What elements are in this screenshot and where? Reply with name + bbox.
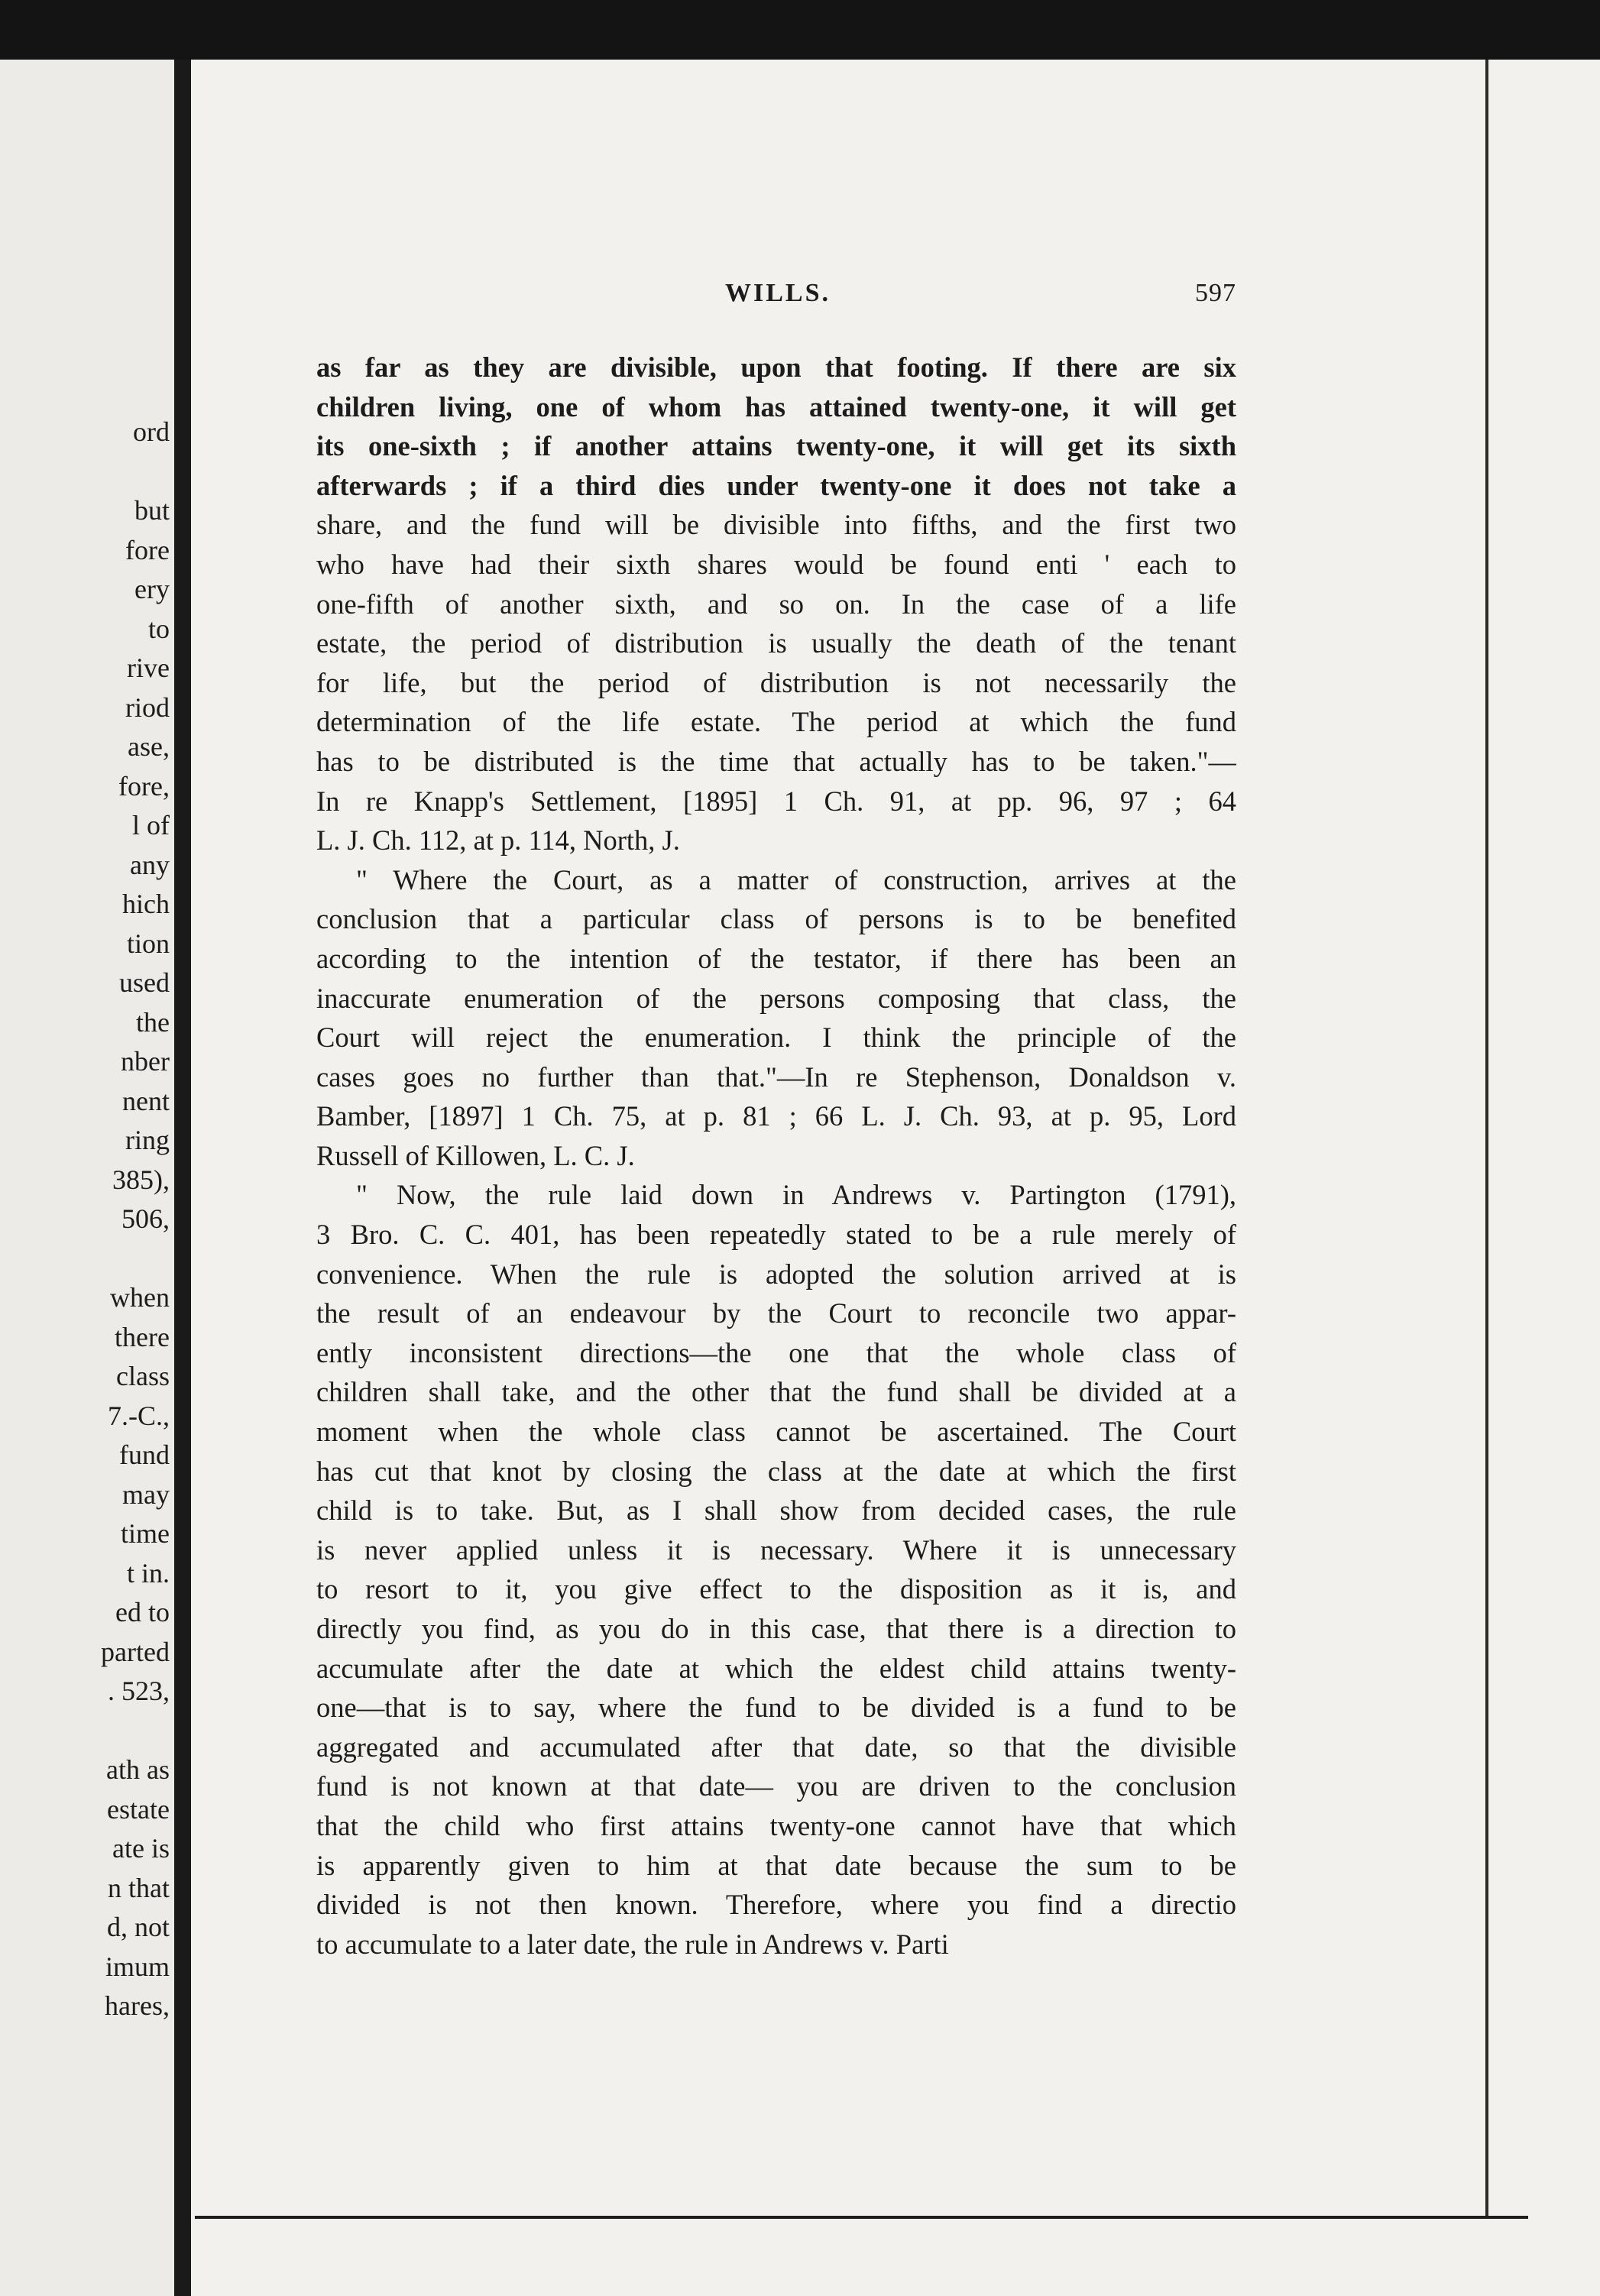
left-page-line: ase, bbox=[128, 731, 170, 762]
left-page-line bbox=[0, 1239, 170, 1279]
left-page-line: estate bbox=[107, 1793, 170, 1825]
text-line: is never applied unless it is necessary. Where it is unnecessary bbox=[316, 1533, 1236, 1566]
left-page-line: but bbox=[134, 495, 170, 526]
left-page-line: rive bbox=[127, 653, 170, 683]
text-line: is apparently given to him at that date because the sum to be bbox=[316, 1849, 1236, 1881]
page-bottom-edge bbox=[195, 2216, 1528, 2219]
left-page-line: imum bbox=[105, 1951, 170, 1982]
left-page-line: fore, bbox=[118, 770, 170, 801]
paragraph bbox=[316, 860, 1236, 1176]
text-line: that the child who first attains twenty-one cannot have that which bbox=[316, 1809, 1236, 1841]
left-page-line: fund bbox=[119, 1439, 170, 1470]
text-line: aggregated and accumulated after that date, so that the divisible bbox=[316, 1731, 1236, 1763]
left-page-line: may bbox=[122, 1478, 170, 1510]
text-line: Court will reject the enumeration. I think the principle of the bbox=[316, 1022, 1236, 1054]
text-line: accumulate after the date at which the eldest child attains twenty- bbox=[316, 1652, 1236, 1684]
text-line: has cut that knot by closing the class at the date at which the first bbox=[316, 1455, 1236, 1487]
left-page-line: 506, bbox=[121, 1203, 170, 1234]
left-page-line: ed to bbox=[115, 1597, 170, 1627]
body-text bbox=[316, 348, 1236, 1964]
left-page-text bbox=[0, 413, 170, 2026]
left-page-line: class bbox=[116, 1361, 170, 1391]
paragraph bbox=[316, 348, 1236, 860]
left-page-line: 7.-C., bbox=[108, 1400, 170, 1431]
text-line: moment when the whole class cannot be ascertained. The Court bbox=[316, 1416, 1236, 1448]
text-line: to accumulate to a later date, the rule in Andrews v. Parti bbox=[316, 1928, 949, 1960]
text-line: according to the intention of the testator, if there has been an bbox=[316, 942, 1236, 974]
left-page-line: hares, bbox=[105, 1990, 170, 2021]
text-line: Russell of Killowen, L. C. J. bbox=[316, 1139, 635, 1171]
left-page-line: ate is bbox=[112, 1833, 170, 1864]
left-page-line: n that bbox=[108, 1872, 170, 1903]
text-line: Bamber, [1897] 1 Ch. 75, at p. 81 ; 66 L. J. Ch. 93, at p. 95, Lord bbox=[316, 1100, 1236, 1132]
left-page-line: hich bbox=[122, 889, 170, 919]
page-number: 597 bbox=[1195, 279, 1236, 307]
left-page-line: time bbox=[121, 1518, 170, 1549]
running-head-title: WILLS. bbox=[725, 279, 831, 307]
left-page-line: used bbox=[119, 967, 170, 998]
left-page-fragment bbox=[0, 60, 174, 2296]
book-gutter bbox=[174, 60, 191, 2296]
left-page-line: d, not bbox=[106, 1912, 170, 1942]
text-line: estate, the period of distribution is usually the death of the tenant bbox=[316, 627, 1236, 659]
text-line: share, and the fund will be divisible into fifths, and the first two bbox=[316, 509, 1236, 541]
left-page-line: parted bbox=[101, 1636, 170, 1667]
text-line: has to be distributed is the time that actually has to be taken."— bbox=[316, 745, 1236, 777]
text-line: 3 Bro. C. C. 401, has been repeatedly stated to be a rule merely of bbox=[316, 1219, 1236, 1251]
text-line: one-fifth of another sixth, and so on. In the case of a life bbox=[316, 588, 1236, 620]
text-line: inaccurate enumeration of the persons composing that class, the bbox=[316, 982, 1236, 1014]
text-line: L. J. Ch. 112, at p. 114, North, J. bbox=[316, 824, 680, 857]
left-page-line: ord bbox=[133, 416, 170, 447]
left-page-line: nber bbox=[121, 1046, 170, 1077]
text-line: convenience. When the rule is adopted the solution arrived at is bbox=[316, 1258, 1236, 1290]
paragraph bbox=[316, 1175, 1236, 1964]
text-line: " Now, the rule laid down in Andrews v. Partington (1791), bbox=[356, 1179, 1236, 1211]
left-page-line: riod bbox=[125, 691, 170, 723]
left-page-line: ath as bbox=[106, 1754, 170, 1785]
left-page-line: the bbox=[136, 1006, 170, 1038]
left-page-line: ring bbox=[125, 1125, 170, 1155]
left-page-line: ery bbox=[134, 574, 170, 604]
text-line: one—that is to say, where the fund to be divided is a fund to be bbox=[316, 1692, 1236, 1724]
text-line: ently inconsistent directions—the one that the whole class of bbox=[316, 1336, 1236, 1368]
left-page-line: when bbox=[110, 1282, 170, 1313]
text-line: children shall take, and the other that the fund shall be divided at a bbox=[316, 1376, 1236, 1408]
left-page-line: l of bbox=[132, 810, 170, 840]
left-page-line: fore bbox=[125, 534, 170, 565]
text-line: In re Knapp's Settlement, [1895] 1 Ch. 91, at pp. 96, 97 ; 64 bbox=[316, 785, 1236, 817]
text-line: fund is not known at that date— you are driven to the conclusion bbox=[316, 1770, 1236, 1802]
left-page-line: t in. bbox=[126, 1557, 170, 1588]
text-line: afterwards ; if a third dies under twenty-one it does not take a bbox=[316, 469, 1236, 501]
text-line: to resort to it, you give effect to the disposition as it is, and bbox=[316, 1573, 1236, 1605]
text-line: as far as they are divisible, upon that footing. If there are six bbox=[316, 351, 1236, 383]
text-line: child is to take. But, as I shall show from decided cases, the rule bbox=[316, 1495, 1236, 1527]
left-page-line: . 523, bbox=[108, 1676, 170, 1706]
text-line: divided is not then known. Therefore, where you find a directio bbox=[316, 1889, 1236, 1921]
left-page-line: nent bbox=[122, 1085, 170, 1116]
left-page-line bbox=[0, 452, 170, 492]
text-line: who have had their sixth shares would be found enti ' each to bbox=[316, 548, 1236, 580]
text-line: children living, one of whom has attained twenty-one, it will get bbox=[316, 390, 1236, 423]
left-page-line: tion bbox=[126, 928, 170, 959]
text-line: its one-sixth ; if another attains twenty-one, it will get its sixth bbox=[316, 430, 1236, 462]
text-line: the result of an endeavour by the Court to reconcile two appar- bbox=[316, 1297, 1236, 1329]
text-line: conclusion that a particular class of persons is to be benefited bbox=[316, 903, 1236, 935]
page-edge bbox=[1485, 60, 1488, 2219]
left-page-line: any bbox=[130, 849, 170, 880]
left-page-line: 385), bbox=[112, 1164, 170, 1195]
text-line: determination of the life estate. The period at which the fund bbox=[316, 706, 1236, 738]
text-line: " Where the Court, as a matter of construction, arrives at the bbox=[356, 863, 1236, 895]
left-page-line: there bbox=[115, 1321, 170, 1352]
text-line: cases goes no further than that."—In re Stephenson, Donaldson v. bbox=[316, 1061, 1236, 1093]
text-line: for life, but the period of distribution is not necessarily the bbox=[316, 666, 1236, 698]
left-page-line bbox=[0, 1711, 170, 1751]
left-page-line: to bbox=[147, 613, 170, 644]
text-line: directly you find, as you do in this case, that there is a direction to bbox=[316, 1613, 1236, 1644]
